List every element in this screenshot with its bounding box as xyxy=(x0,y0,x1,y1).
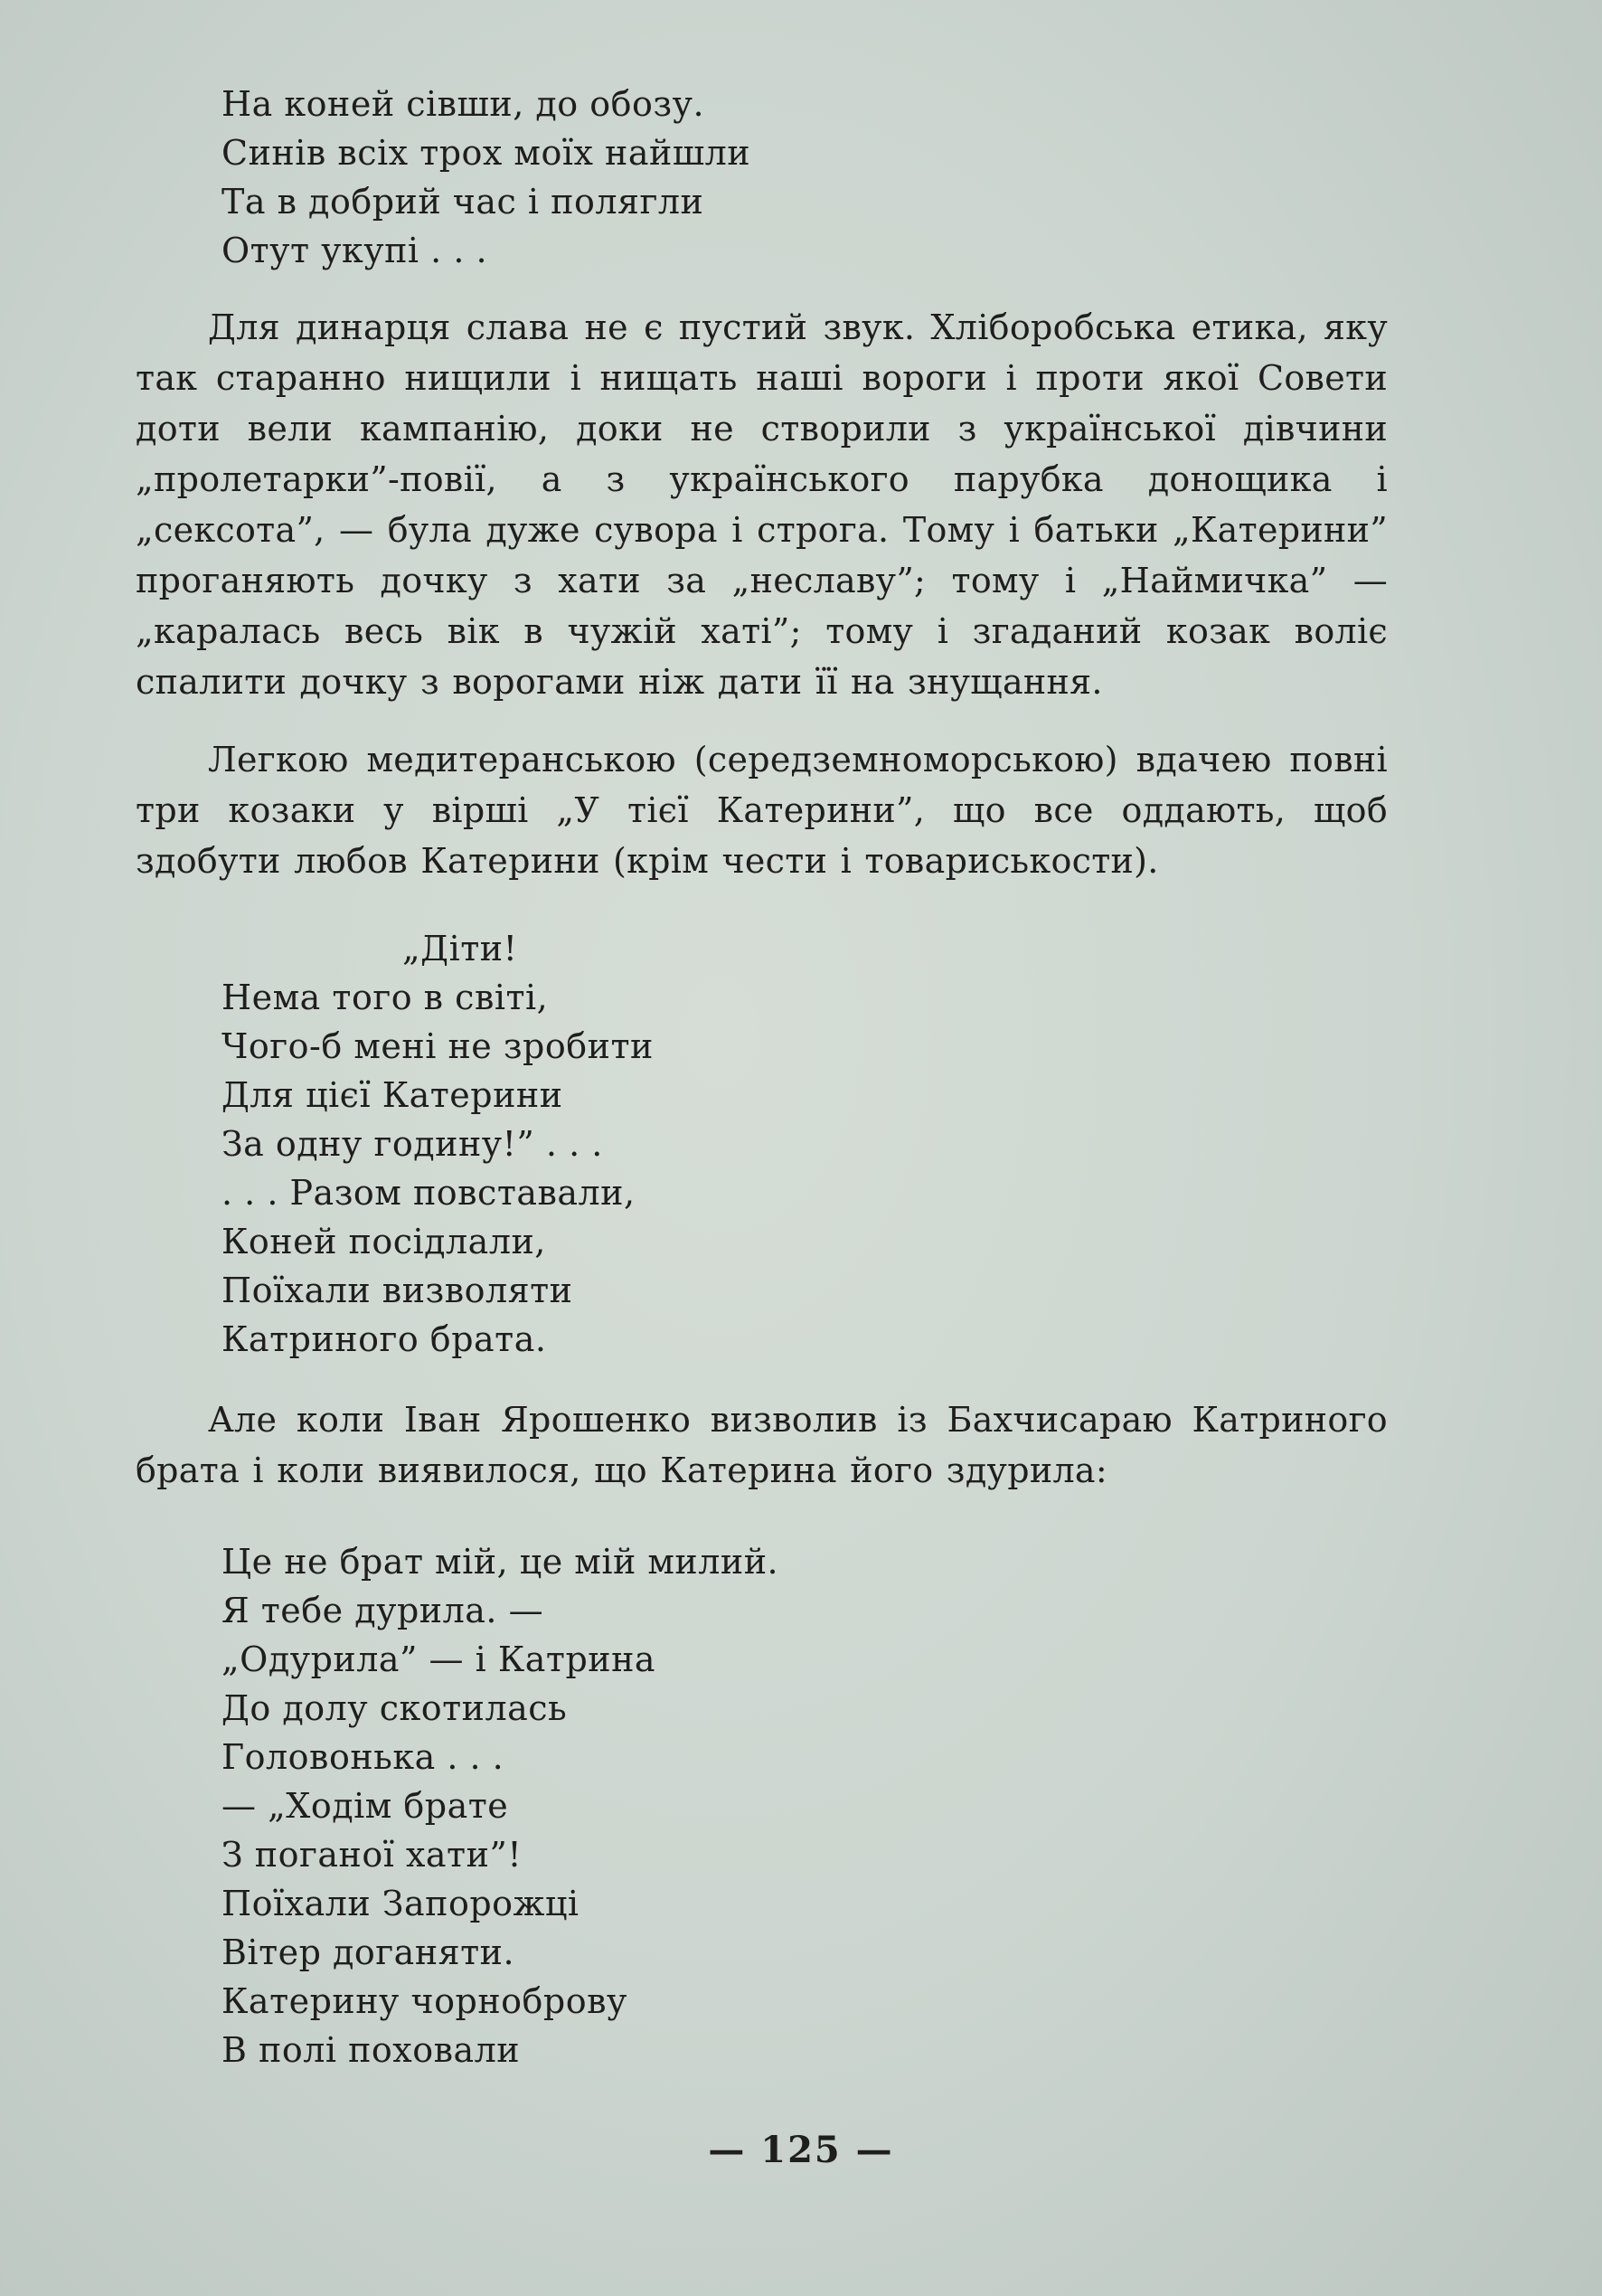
verse-line: . . . Разом повставали, xyxy=(221,1173,636,1213)
verse-line: „Одурила” — і Катрина xyxy=(221,1639,656,1679)
verse-excerpt-1 xyxy=(221,80,1388,275)
verse-excerpt-3 xyxy=(221,1537,1388,2074)
verse-line: Отут укупі . . . xyxy=(221,231,488,270)
verse-line: Для цієї Катерини xyxy=(221,1075,563,1115)
verse-line: З поганої хати”! xyxy=(221,1835,523,1875)
paragraph-2: Легкою медитеранською (середземноморською) вдачею повні три козаки у вірші „У тієї Катерини”, що все оддають, щоб здобути любов Катерини (крім чести і товариськости). xyxy=(136,740,1388,881)
paragraph-3: Але коли Іван Ярошенко визволив із Бахчисараю Катриного брата і коли виявилося, що Катерина його здурила: xyxy=(136,1400,1388,1490)
verse-line: Та в добрий час і полягли xyxy=(221,182,704,222)
verse-line: Катриного брата. xyxy=(221,1319,547,1359)
verse-line: Синів всіх трох моїх найшли xyxy=(221,133,751,173)
verse-line: Чого-б мені не зробити xyxy=(221,1026,654,1066)
verse-line: На коней сівши, до обозу. xyxy=(221,84,705,124)
verse-line: Катерину чорноброву xyxy=(221,1981,627,2021)
verse-line: Головонька . . . xyxy=(221,1737,504,1777)
verse-line: „Діти! xyxy=(402,929,518,968)
paragraph-1: Для динарця слава не є пустий звук. Хліборобська етика, яку так старанно нищили і нищать наші вороги і проти якої Совети доти вели кампанію, доки не створили з української дівчини „пролетарки”-повії, а з українського парубка донощика і „сексота”, — була дуже сувора і строга. Тому і батьки „Катерини” проганяють дочку з хати за „неславу”; тому і „Наймичка” — „каралась весь вік в чужій хаті”; тому і згаданий козак воліє спалити дочку з ворогами ніж дати її на знущання. xyxy=(136,307,1388,702)
verse-line: До долу скотилась xyxy=(221,1688,568,1728)
verse-line: Поїхали визволяти xyxy=(221,1271,573,1310)
verse-line: За одну годину!” . . . xyxy=(221,1124,603,1164)
verse-line: Вітер доганяти. xyxy=(221,1932,515,1972)
verse-line: Нема того в світі, xyxy=(221,978,549,1017)
verse-line: Коней посідлали, xyxy=(221,1222,546,1261)
page-number: — 125 — xyxy=(708,2129,894,2171)
verse-line: Я тебе дурила. — xyxy=(221,1591,544,1630)
verse-line: В полі поховали xyxy=(221,2030,521,2070)
text-column xyxy=(136,80,1388,2074)
verse-line: — „Ходім брате xyxy=(221,1786,509,1826)
verse-excerpt-2 xyxy=(221,924,1388,1364)
verse-line: Поїхали Запорожці xyxy=(221,1884,580,1923)
verse-line: Це не брат мій, це мій милий. xyxy=(221,1542,779,1582)
